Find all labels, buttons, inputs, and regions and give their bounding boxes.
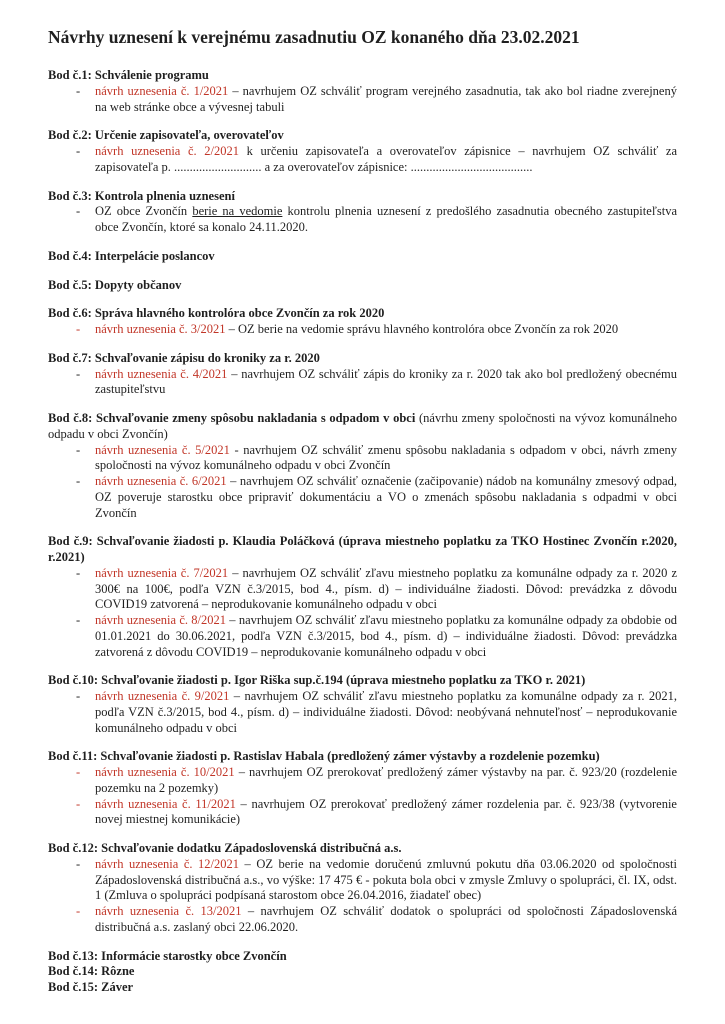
heading-segment: Bod č.7: Schvaľovanie zápisu do kroniky za r. 2020 xyxy=(48,350,320,365)
text-segment: – navrhujem OZ prerokovať predložený zámer výstavby na par. č. 923/20 (rozdelenie pozemku na 2 pozemky) xyxy=(95,765,677,795)
text-segment: návrh uznesenia č. 13/2021 xyxy=(95,904,242,919)
item-dash: - xyxy=(76,796,81,811)
text-segment: návrh uznesenia č. 9/2021 xyxy=(95,689,230,704)
agenda-section xyxy=(48,351,677,398)
agenda-section xyxy=(48,534,677,660)
heading-segment: Bod č.4: Interpelácie poslancov xyxy=(48,248,215,263)
heading-segment: Bod č.11: Schvaľovanie žiadosti p. Rastislav Habala (predložený zámer výstavby a rozdelenie pozemku) xyxy=(48,749,600,764)
document-sections xyxy=(48,68,677,996)
text-segment: berie na vedomie xyxy=(192,204,283,219)
resolution-item xyxy=(48,443,677,475)
text-segment: k určeniu zapisovateľa a overovateľov zápisnice – navrhujem OZ schváliť za zapisovateľa p. ............................ a za overovateľov zápisnice: ....................................... xyxy=(95,144,678,174)
heading-segment: Bod č.15: Záver xyxy=(48,980,134,995)
section-heading xyxy=(48,306,677,322)
item-dash: - xyxy=(76,204,81,219)
item-dash: - xyxy=(76,613,81,628)
text-segment: – navrhujem OZ schváliť zľavu miestneho poplatku za komunálne odpady za r. 2021, podľa VZN č.3/2015, bod 4., písm. d) – individuálne žiadosti. Dôvod: neobývaná nehnuteľnosť – neprodukovanie komunálneho odpadu v obci xyxy=(95,689,677,735)
resolution-item xyxy=(48,765,677,797)
resolution-item xyxy=(48,566,677,613)
text-segment: – navrhujem OZ schváliť dodatok o spolupráci od spoločnosti Západoslovenská distribučná a.s. zaslaný obci 22.06.2020. xyxy=(95,904,677,934)
heading-segment: Bod č.2: Určenie zapisovateľa, overovateľov xyxy=(48,128,284,143)
item-dash: - xyxy=(76,144,81,159)
page-title: Návrhy uznesení k verejnému zasadnutiu OZ konaného dňa 23.02.2021 xyxy=(48,27,580,47)
resolution-item xyxy=(48,474,677,521)
heading-segment: (návrhu zmeny spoločnosti na vývoz komunálneho odpadu v obci Zvončín) xyxy=(48,411,677,441)
item-dash: - xyxy=(76,474,81,489)
resolution-item xyxy=(48,857,677,904)
text-segment: návrh uznesenia č. 8/2021 xyxy=(95,613,227,628)
text-segment: kontrolu plnenia uznesení z predošlého zasadnutia obecného zastupiteľstva obce Zvončín, ktoré sa konalo 24.11.2020. xyxy=(95,204,677,235)
resolution-item xyxy=(48,613,677,660)
text-segment: OZ obce Zvončín xyxy=(95,204,193,219)
resolution-item xyxy=(48,367,677,399)
heading-segment: Bod č.6: Správa hlavného kontrolóra obce Zvončín za rok 2020 xyxy=(48,306,385,321)
item-dash: - xyxy=(76,689,81,704)
section-heading xyxy=(48,749,677,765)
text-segment: – navrhujem OZ schváliť zľavu miestneho poplatku za komunálne odpady za r. 2020 z 300€ na 100€, podľa VZN č.3/2015, bod 4., písm. d) – individuálne žiadosti. Dôvod: prevádzka z dôvodu COVID19 zatvorená – neprodukovanie komunálneho odpadu v obci xyxy=(95,565,677,612)
text-segment: – OZ berie na vedomie správu hlavného kontrolóra obce Zvončín za rok 2020 xyxy=(225,322,619,337)
heading-segment: Bod č.9: Schvaľovanie žiadosti p. Klaudia Poláčková (úprava miestneho poplatku za TKO Hostinec Zvončín r.2020, r.2021) xyxy=(48,534,677,565)
item-dash: - xyxy=(76,904,81,919)
agenda-section xyxy=(48,673,677,736)
text-segment: návrh uznesenia č. 3/2021 xyxy=(95,322,226,337)
resolution-item xyxy=(48,84,677,116)
agenda-section xyxy=(48,964,677,980)
text-segment: návrh uznesenia č. 7/2021 xyxy=(95,565,229,580)
agenda-section xyxy=(48,249,677,265)
section-heading xyxy=(48,68,677,84)
section-heading xyxy=(48,351,677,367)
agenda-section xyxy=(48,749,677,828)
item-dash: - xyxy=(76,322,81,337)
resolution-item xyxy=(48,797,677,829)
agenda-section xyxy=(48,189,677,236)
text-segment: – navrhujem OZ schváliť program verejného zasadnutia, tak ako bol riadne zverejnený na web stránke obce a vývesnej tabuli xyxy=(95,83,677,114)
text-segment: návrh uznesenia č. 6/2021 xyxy=(95,474,227,489)
section-heading xyxy=(48,534,677,566)
agenda-section xyxy=(48,980,677,996)
text-segment: – navrhujem OZ schváliť označenie (začipovanie) nádob na komunálny zmesový odpad, OZ poveruje starostku obce pripraviť dokumentáciu a VO o zmenách spôsobu nakladania s odpadmi v obci Zvončín xyxy=(95,474,677,520)
agenda-section xyxy=(48,306,677,338)
agenda-section xyxy=(48,128,677,175)
section-heading xyxy=(48,249,677,265)
item-dash: - xyxy=(76,856,81,871)
section-heading xyxy=(48,964,677,980)
section-heading xyxy=(48,411,677,443)
text-segment: – OZ berie na vedomie doručenú zmluvnú pokutu dňa 03.06.2020 od spoločnosti Západoslovenská distribučná a.s., vo výške: 17 475 € - pokuta bola obci v zmysle Zmluvy o spolupráci, čl. IX, odst. 1 (Zmluva o spolupráci podpísaná starostom obce 26.04.2016, žiadateľ obec) xyxy=(95,856,677,903)
text-segment: návrh uznesenia č. 12/2021 xyxy=(95,856,240,871)
resolution-item xyxy=(48,204,677,236)
item-dash: - xyxy=(76,565,81,580)
section-heading xyxy=(48,189,677,205)
heading-segment: Bod č.8: Schvaľovanie zmeny spôsobu nakladania s odpadom v obci xyxy=(48,411,416,426)
text-segment: návrh uznesenia č. 11/2021 xyxy=(95,796,236,811)
agenda-section xyxy=(48,841,677,936)
agenda-section xyxy=(48,68,677,115)
text-segment: návrh uznesenia č. 2/2021 xyxy=(95,144,239,159)
text-segment: - navrhujem OZ schváliť zmenu spôsobu nakladania s odpadom v obci, návrh zmeny spoločnosti na vývoz komunálneho odpadu v obci Zvončín xyxy=(95,442,677,473)
resolution-item xyxy=(48,144,677,176)
text-segment: – navrhujem OZ schváliť zápis do kroniky za r. 2020 tak ako bol predložený obecnému zastupiteľstvu xyxy=(95,366,677,397)
agenda-section xyxy=(48,278,677,294)
section-heading xyxy=(48,673,677,689)
text-segment: návrh uznesenia č. 4/2021 xyxy=(95,366,228,381)
item-dash: - xyxy=(76,442,81,457)
heading-segment: Bod č.3: Kontrola plnenia uznesení xyxy=(48,188,235,203)
text-segment: návrh uznesenia č. 5/2021 xyxy=(95,442,230,457)
text-segment: – navrhujem OZ schváliť zľavu miestneho poplatku za komunálne odpady za obdobie od 01.01.2021 do 30.06.2021, podľa VZN č.3/2015, bod 4., písm. d) – individuálne žiadosti. Dôvod: prevádzka zatvorená z dôvodu COVID19 – neprodukovanie komunálneho odpadu v obci xyxy=(95,613,678,659)
item-dash: - xyxy=(76,366,81,381)
resolution-item xyxy=(48,322,677,338)
heading-segment: Bod č.12: Schvaľovanie dodatku Západoslovenská distribučná a.s. xyxy=(48,841,402,856)
text-segment: – navrhujem OZ prerokovať predložený zámer rozdelenia par. č. 923/38 (vytvorenie novej miestnej komunikácie) xyxy=(95,796,677,827)
heading-segment: Bod č.13: Informácie starostky obce Zvončín xyxy=(48,948,287,963)
text-segment: návrh uznesenia č. 10/2021 xyxy=(95,765,235,780)
section-heading xyxy=(48,278,677,294)
section-heading xyxy=(48,980,677,996)
heading-segment: Bod č.1: Schválenie programu xyxy=(48,68,209,83)
resolution-item xyxy=(48,689,677,736)
agenda-section xyxy=(48,411,677,521)
item-dash: - xyxy=(76,765,81,780)
agenda-section xyxy=(48,949,677,965)
heading-segment: Bod č.5: Dopyty občanov xyxy=(48,277,182,292)
text-segment: návrh uznesenia č. 1/2021 xyxy=(95,83,229,98)
section-heading xyxy=(48,949,677,965)
resolution-item xyxy=(48,904,677,936)
section-heading xyxy=(48,128,677,144)
section-heading xyxy=(48,841,677,857)
item-dash: - xyxy=(76,83,81,98)
heading-segment: Bod č.14: Rôzne xyxy=(48,964,135,979)
heading-segment: Bod č.10: Schvaľovanie žiadosti p. Igor Riška sup.č.194 (úprava miestneho poplatku za TKO r. 2021) xyxy=(48,673,586,688)
